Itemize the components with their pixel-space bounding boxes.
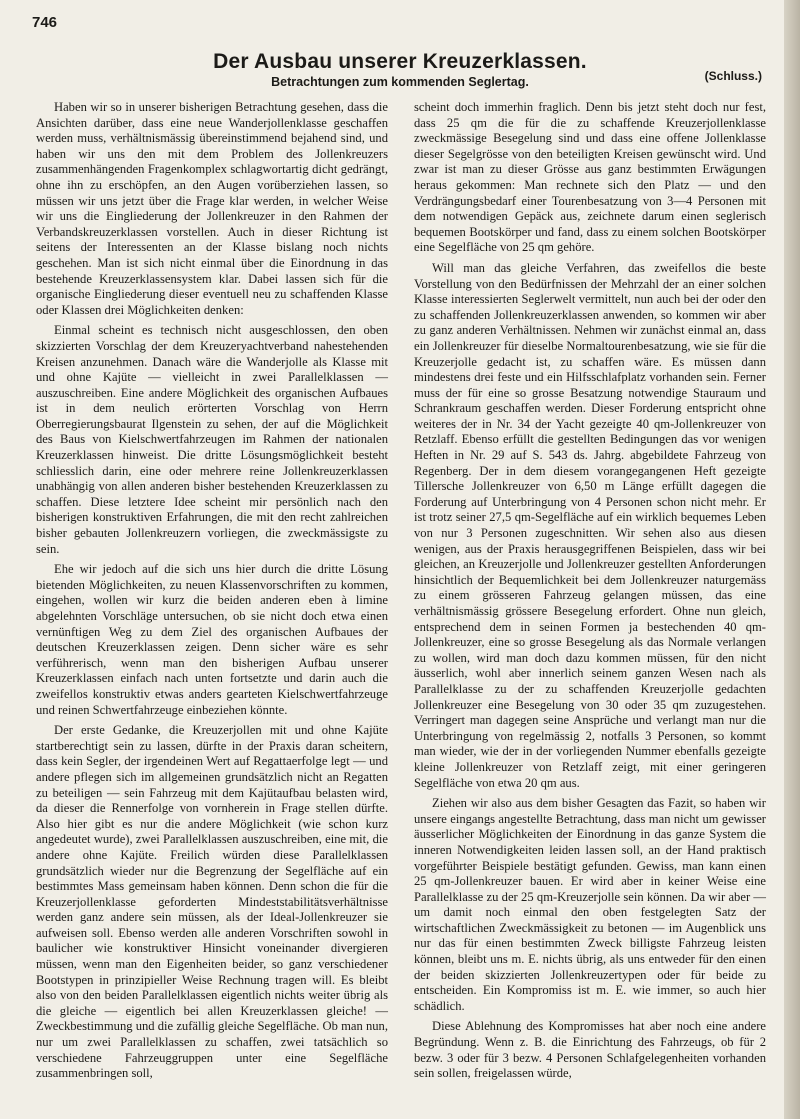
right-column (414, 100, 766, 1100)
conclusion-tag: (Schluss.) (704, 69, 762, 83)
paragraph: Der erste Gedanke, die Kreuzerjollen mit und ohne Kajüte startberechtigt sein zu lassen, dürfte in der Praxis daran scheitern, dass kein Segler, der irgendeinen Wert auf Regattaerfolge legt — und andere pflegen sich im allgemeinen grundsätzlich nicht an Regatten zu beteiligen — sein Fahrzeug mit dem Kajütaufbau belasten wird, da dieser die Rennerfolge von vornherein in Frage stellen dürfte. Also hier gibt es nur die andere Möglichkeit (wie schon kurz angedeutet wurde), zwei Parallelklassen auszuschreiben, eine mit, die andere ohne Kajüte. Freilich würden diese Parallelklassen grundsätzlich wieder nur die Begrenzung der Segelfläche auf ein bestimmtes Mass gemeinsam haben können. Denn schon die für die Kreuzerjollenklasse geforderten Mindeststabilitätsverhältnisse werden ganz andere sein müssen, als der Ideal-Jollenkreuzer sie aufweisen soll. Ebenso werden alle anderen Vorschriften sowohl in baulicher wie konstruktiver Hinsicht voneinander divergieren müssen, wenn man den Eigenheiten beider, so ganz verschiedener Bootstypen in prinzipieller Weise Rechnung tragen will. Es bleibt also von den beiden Parallelklassen eigentlich nichts weiter übrig als die gleiche — eigentlich bei allen Kreuzerklassen gleiche! — Zweckbestimmung und die zufällig gleiche Segelfläche. Ob man nun, nur um zwei Parallelklassen zu schaffen, zwei tatsächlich so verschiedene Fahrzeuggruppen unter eine Segelfläche zusammenbringen soll, (36, 723, 388, 1081)
article-subtitle: Betrachtungen zum kommenden Seglertag. (271, 75, 529, 89)
paragraph: Haben wir so in unserer bisherigen Betrachtung gesehen, dass die Ansichten darüber, dass eine neue Wanderjollenklasse geschaffen werden muss, verhältnismässig übereinstimmend bejahend sind, und haben wir uns den mit dem Problem des Jollenkreuzers zusammenhängenden Fragenkomplex schlagwortartig dicht gedrängt, ohne ihn zu erschöpfen, an den Augen vorüberziehen lassen, so müssen wir uns jetzt über die Frage klar werden, in welcher Weise wir uns die Eingliederung der Jollenkreuzer in den Rahmen der Verbandskreuzerklassen vorstellen. Auch in dieser Richtung ist seitens der Interessenten an der Klasse bislang noch nichts geschehen. Man ist sich nicht einmal über die Einordnung in das bestehende Kreuzerklassensystem klar. Dabei lassen sich für die organische Eingliederung dieser eventuell neu zu schaffenden Klasse oder Klassen drei Möglichkeiten denken: (36, 100, 388, 317)
article-title: Der Ausbau unserer Kreuzerklassen. (213, 50, 587, 73)
paragraph: Ehe wir jedoch auf die sich uns hier durch die dritte Lösung bietenden Möglichkeiten, zu neuen Klassenvorschriften zu kommen, eingehen, wollen wir kurz die beiden anderen eben à limine abgelehnten Vorschläge untersuchen, ob sie nicht doch etwa einen vernünftigen Weg zu dem Ziel des organischen Aufbaues der deutschen Kreuzerklassen zeigen. Denn sicher wäre es sehr verführerisch, wenn man den bisherigen Aufbau unserer Kreuzerklassen einfach nach unten fortsetzte und darin auch die zweifellos konstruktiv etwas anders gearteten Kielschwertfahrzeuge und reinen Schwertfahrzeuge einbeziehen könnte. (36, 562, 388, 717)
paragraph: Will man das gleiche Verfahren, das zweifellos die beste Vorstellung von den Bedürfnissen der Mehrzahl der an einer solchen Klasse interessierten Seglerwelt vermittelt, nun auch bei der oder den zu schaffenden Jollenkreuzerklassen anwenden, so kommen wir aber zu ganz anderen Verhältnissen. Nehmen wir zunächst einmal an, dass ein Jollenkreuzer für dieselbe Normaltourenbesatzung, wie sie für die Kreuzerjolle gedacht ist, zu schaffen wäre. Es müssen dann mindestens drei feste und ein Hilfsschlafplatz vorhanden sein. Ferner muss der für eine so grosse Besatzung notwendige Stauraum und Schrankraum geschaffen werden. Dieser Forderung entspricht ohne weiteres der in Nr. 34 der Yacht gezeigte 40 qm-Jollenkreuzer von Retzlaff. Ebenso erfüllt die gestellten Bedingungen das vor wenigen Heften in Nr. 29 auf S. 543 ds. Jahrg. abgebildete Fahrzeug von Regenberg. Der in dem diesem vorangegangenen Heft gezeigte Tillersche Jollenkreuzer von 6,50 m Länge erfüllt dagegen die Forderung auf Unterbringung von 4 Personen schon nicht mehr. Er ist trotz seiner 27,5 qm-Segelfläche auf ein wirklich bequemes Leben von nur 3 Personen zugeschnitten. Wir sehen also aus diesen wenigen, aus der Praxis herausgegriffenen Beispielen, dass wir bei gleichen, an Kreuzerjolle und Jollenkreuzer gestellten Anforderungen hinsichtlich der Bequemlichkeit bei dem Jollenkreuzer naturgemäss zu einem grösseren Fahrzeug gelangen müssen, das eine verhältnismässig grössere Besegelung erfordert. Ohne nun gleich, entsprechend dem in seinen Formen ja bestechenden 40 qm-Jollenkreuzer, eine so grosse Besegelung als das Normale verlangen zu wollen, wird man doch dazu kommen müssen, für den nicht äusserlich, wohl aber innerlich seinem ganzen Wesen nach als Parallelklasse zu der zu schaffenden Kreuzerjolle gedachten Jollenkreuzer eine Besegelung von 30 oder 35 qm zuzugestehen. Verringert man dagegen seine Ansprüche und verlangt man nur die Unterbringung von regelmässig 2, notfalls 3 Personen, so kommt man wieder, wie der in der vorliegenden Nummer ebenfalls gezeigte kleine Jollenkreuzer von Retzlaff zeigt, mit einer geringeren Segelfläche von etwa 20 qm aus. (414, 260, 766, 790)
paragraph: Einmal scheint es technisch nicht ausgeschlossen, den oben skizzierten Vorschlag der dem Kreuzeryachtverband nahestehenden Kreisen anzunehmen. Danach wäre die Wanderjolle als Klasse mit und ohne Kajüte — vielleicht in zwei Parallelklassen — auszuschreiben. Eine andere Möglichkeit des organischen Aufbaues ist in dem neulich erörterten Vorschlag von Herrn Oberregierungsbaurat Ilgenstein zu sehen, der auf die Möglichkeit des Baus von Kielschwertfahrzeugen im Rahmen der nationalen Kreuzerklassen hinweist. Die dritte Lösungsmöglichkeit besteht schliesslich darin, eine oder mehrere reine Jollenkreuzerklassen unabhängig von allen anderen bisher bestehenden Kreuzerklassen zu schaffen. Diese letztere Idee scheint mir persönlich nach den bisherigen konstruktiven Erfahrungen, die mit den recht zahlreichen bisher gebauten Jollenkreuzern vorliegen, die zweckmässigste zu sein. (36, 323, 388, 556)
paragraph: scheint doch immerhin fraglich. Denn bis jetzt steht doch nur fest, dass 25 qm die für die zu schaffende Kreuzerjollenklasse zweckmässige Besegelung sind und dass eine offene Jollenklasse dieser Segelgrösse von den beteiligten Kreisen gewünscht wird. Und zwar ist man zu dieser Grösse aus ganz bestimmten Erwägungen heraus gekommen: Man rechnete sich den Platz — und den Verdrängungsbedarf einer Tourenbesatzung von 3—4 Personen mit dem notwendigen Gepäck aus, zeichnete darum einen seglerisch bequemen Bootskörper und fand, dass zu einem solchen Bootskörper eine Segelfläche von 25 qm gehöre. (414, 100, 766, 255)
paragraph: Diese Ablehnung des Kompromisses hat aber noch eine andere Begründung. Wenn z. B. die Einrichtung des Fahrzeugs, ob für 2 bezw. 3 oder für 3 bezw. 4 Personen Schlafgelegenheiten vorhanden sein sollen, freigelassen würde, (414, 1019, 766, 1081)
paragraph: Ziehen wir also aus dem bisher Gesagten das Fazit, so haben wir unsere eingangs angestellte Betrachtung, dass man nicht um gewisser äusserlicher Möglichkeiten der Einordnung in das ganze System die inneren Notwendigkeiten leiden lassen soll, an der Hand praktisch vorgeführter Beispiele bestätigt gefunden. Gewiss, man kann einen 25 qm-Jollenkreuzer bauen. Er wird aber in keiner Weise eine Parallelklasse zu der 25 qm-Kreuzerjolle sein können. Da wir aber — um damit noch einmal den oben festgelegten Satz der wirtschaftlichen Zweckmässigkeit zu betonen — im Augenblick uns nur das für einen bestimmten Zweck billigste Fahrzeug leisten können, bleibt uns m. E. nichts übrig, als uns entweder für den einen der beiden skizzierten Jollenkreuzertypen oder für beide zu entscheiden. Ein Kompromiss ist m. E. wie immer, so auch hier schädlich. (414, 796, 766, 1013)
page-number: 746 (32, 14, 58, 31)
left-column (36, 100, 388, 1100)
